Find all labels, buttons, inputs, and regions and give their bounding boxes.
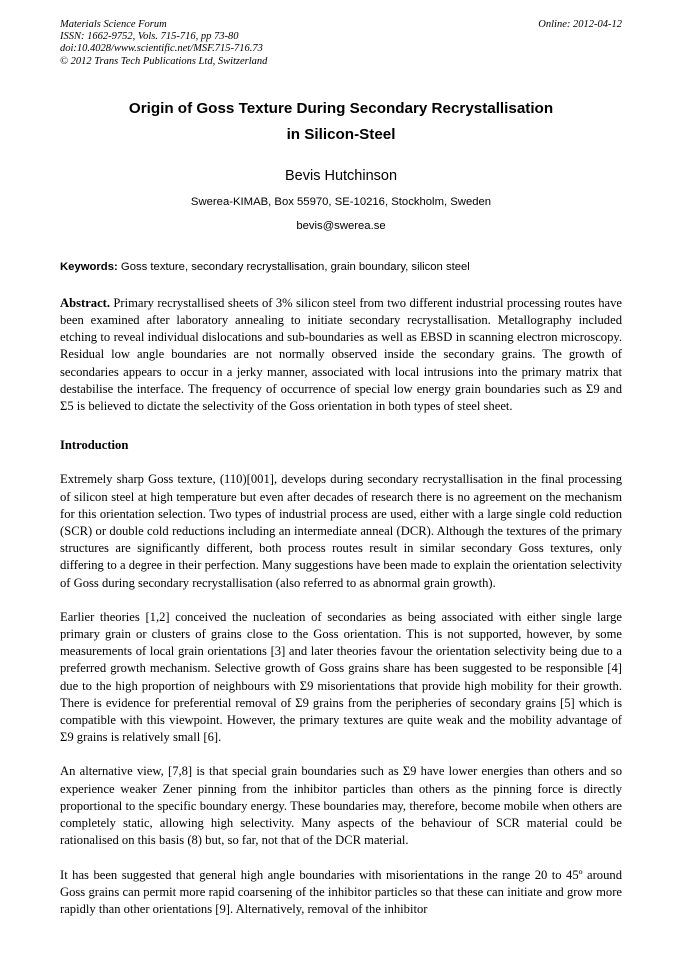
- journal-issn: ISSN: 1662-9752, Vols. 715-716, pp 73-80: [60, 31, 239, 43]
- abstract: [60, 295, 622, 415]
- author-name: Bevis Hutchinson: [284, 167, 398, 184]
- keywords: [60, 259, 622, 275]
- keywords-label: Keywords:: [60, 260, 118, 273]
- title-line-1: Origin of Goss Texture During Secondary Recrystallisation: [128, 99, 554, 117]
- author-affiliation: Swerea-KIMAB, Box 55970, SE-10216, Stockholm, Sweden: [190, 195, 492, 208]
- abstract-label: Abstract.: [60, 295, 111, 310]
- journal-doi: doi:10.4028/www.scientific.net/MSF.715-716.73: [60, 43, 263, 55]
- paragraph: Extremely sharp Goss texture, (110)[001], develops during secondary recrystallisation in the final processing of silicon steel at high temperature but even after decades of research there is no agreement on the mechanism for this orientation selection. Two types of industrial process are used, either with a large single cold reduction (SCR) or double cold reductions including an intermediate anneal (DCR). Although the textures of the primary structures are significantly different, both process routes result in similar secondary Goss textures, only differing to a degree in their perfection. Many suggestions have been made to explain the orientation selectivity of Goss during secondary recrystallisation (also referred to as abnormal grain growth).: [60, 472, 622, 590]
- page-content: [60, 0, 622, 918]
- abstract-text: Primary recrystallised sheets of 3% silicon steel from two different industrial processing routes have been examined after laboratory annealing to initiate secondary recrystallisation. Metallography included etching to reveal individual dislocations and sub-boundaries as well as EBSD in scanning electron microscopy. Residual low angle boundaries are not normally observed inside the secondary grains. The growth of secondaries appears to occur in a jerky manner, associated with local intrusions into the primary matrix that destabilise the interface. The frequency of occurrence of special low energy grain boundaries such as Σ9 and Σ5 is believed to dictate the selectivity of the Goss orientation in both types of steel sheet.: [60, 295, 622, 414]
- journal-name: Materials Science Forum: [60, 19, 167, 30]
- keywords-value: Goss texture, secondary recrystallisation, grain boundary, silicon steel: [120, 260, 470, 273]
- section-heading-introduction: Introduction: [60, 438, 129, 453]
- journal-header: [60, 0, 622, 68]
- title-line-2: in Silicon-Steel: [286, 125, 396, 143]
- paragraph: Earlier theories [1,2] conceived the nucleation of secondaries as being associated with either single large primary grain or clusters of grains close to the Goss orientation. This is not supported, however, by some measurements of local grain orientations [3] and later theories favour the orientation selectivity being due to a preferred growth mechanism. Selective growth of Goss grains share has been suggested to be responsible [4] due to the high proportion of neighbours with Σ9 misorientations that provide high mobility for their growth. There is evidence for preferential removal of Σ9 grains from the peripheries of secondary grains [5] which is compatible with this viewpoint. However, the primary textures are quite weak and the mobility advantage of Σ9 grains is relatively small [6].: [60, 609, 622, 745]
- journal-copyright: © 2012 Trans Tech Publications Ltd, Switzerland: [60, 55, 268, 67]
- paragraph: It has been suggested that general high angle boundaries with misorientations in the range 20 to 45º around Goss grains can permit more rapid coarsening of the inhibitor particles so that these can initiate and grow more rapidly than other orientations [9]. Alternatively, removal of the inhibitor: [60, 867, 622, 916]
- page-title: [60, 96, 622, 148]
- online-date: Online: 2012-04-12: [538, 19, 622, 30]
- paragraph: An alternative view, [7,8] is that special grain boundaries such as Σ9 have lower energies than others and so experience weaker Zener pinning from the inhibitor particles than others as the pinning force is directly proportional to the specific boundary energy. These boundaries may, therefore, become mobile when others are completely static, allowing high selectivity. Many aspects of the behaviour of SCR material could be rationalised on this basis (8) but, so far, not that of the DCR material.: [60, 764, 622, 848]
- author-email: bevis@swerea.se: [296, 219, 386, 232]
